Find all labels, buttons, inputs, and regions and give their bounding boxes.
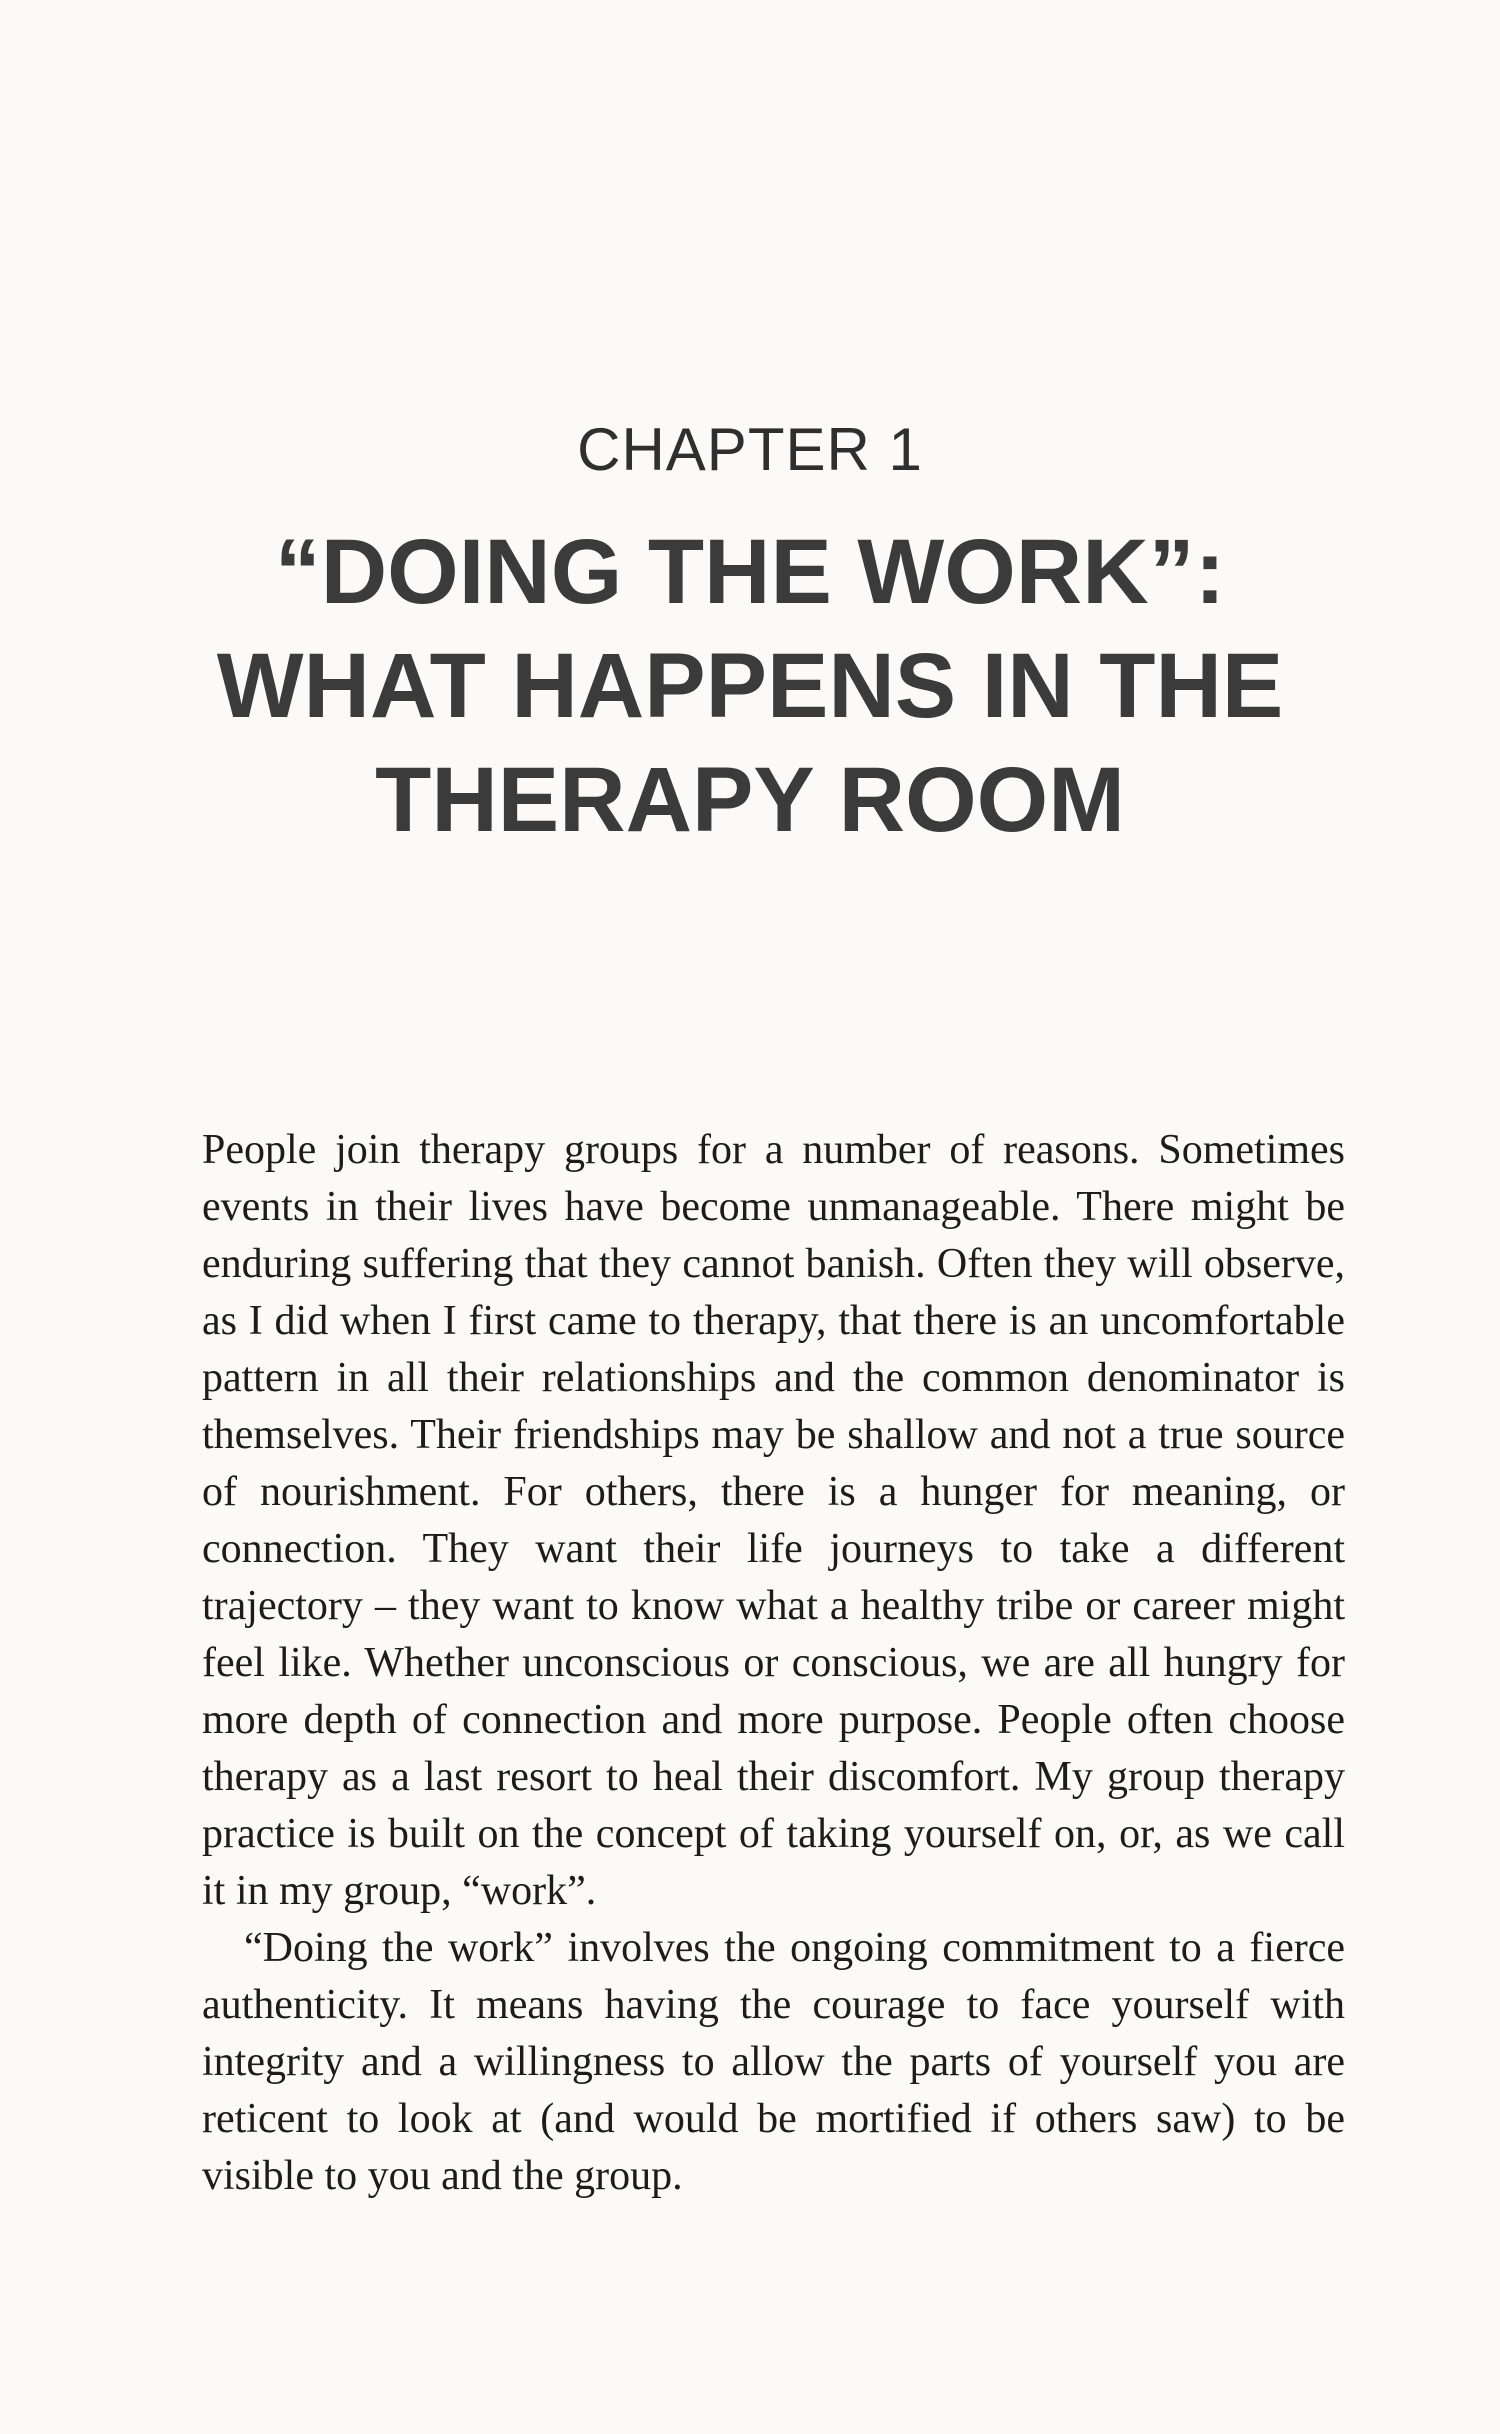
chapter-title-line: “DOING THE WORK”: <box>274 521 1226 623</box>
body-text <box>202 1122 1345 2205</box>
chapter-label: CHAPTER 1 <box>577 416 923 483</box>
chapter-title-line: WHAT HAPPENS IN THE <box>216 635 1284 737</box>
paragraph: People join therapy groups for a number of reasons. Sometimes events in their lives have become unmanageable. There might be enduring suffering that they cannot banish. Often they will observe, as I did when I first came to therapy, that there is an uncomfortable pattern in all their relationships and the common denominator is themselves. Their friendships may be shallow and not a true source of nourishment. For others, there is a hunger for meaning, or connection. They want their life journeys to take a different trajectory – they want to know what a healthy tribe or career might feel like. Whether unconscious or conscious, we are all hungry for more depth of connection and more purpose. People often choose therapy as a last resort to heal their discomfort. My group therapy practice is built on the concept of taking yourself on, or, as we call it in my group, “work”. <box>202 1127 1345 1914</box>
chapter-title <box>0 515 1500 857</box>
chapter-title-line: THERAPY ROOM <box>375 749 1125 851</box>
paragraph: “Doing the work” involves the ongoing commitment to a fierce authenticity. It means having the courage to face yourself with integrity and a willingness to allow the parts of yourself you are reticent to look at (and would be mortified if others saw) to be visible to you and the group. <box>202 1925 1345 2199</box>
